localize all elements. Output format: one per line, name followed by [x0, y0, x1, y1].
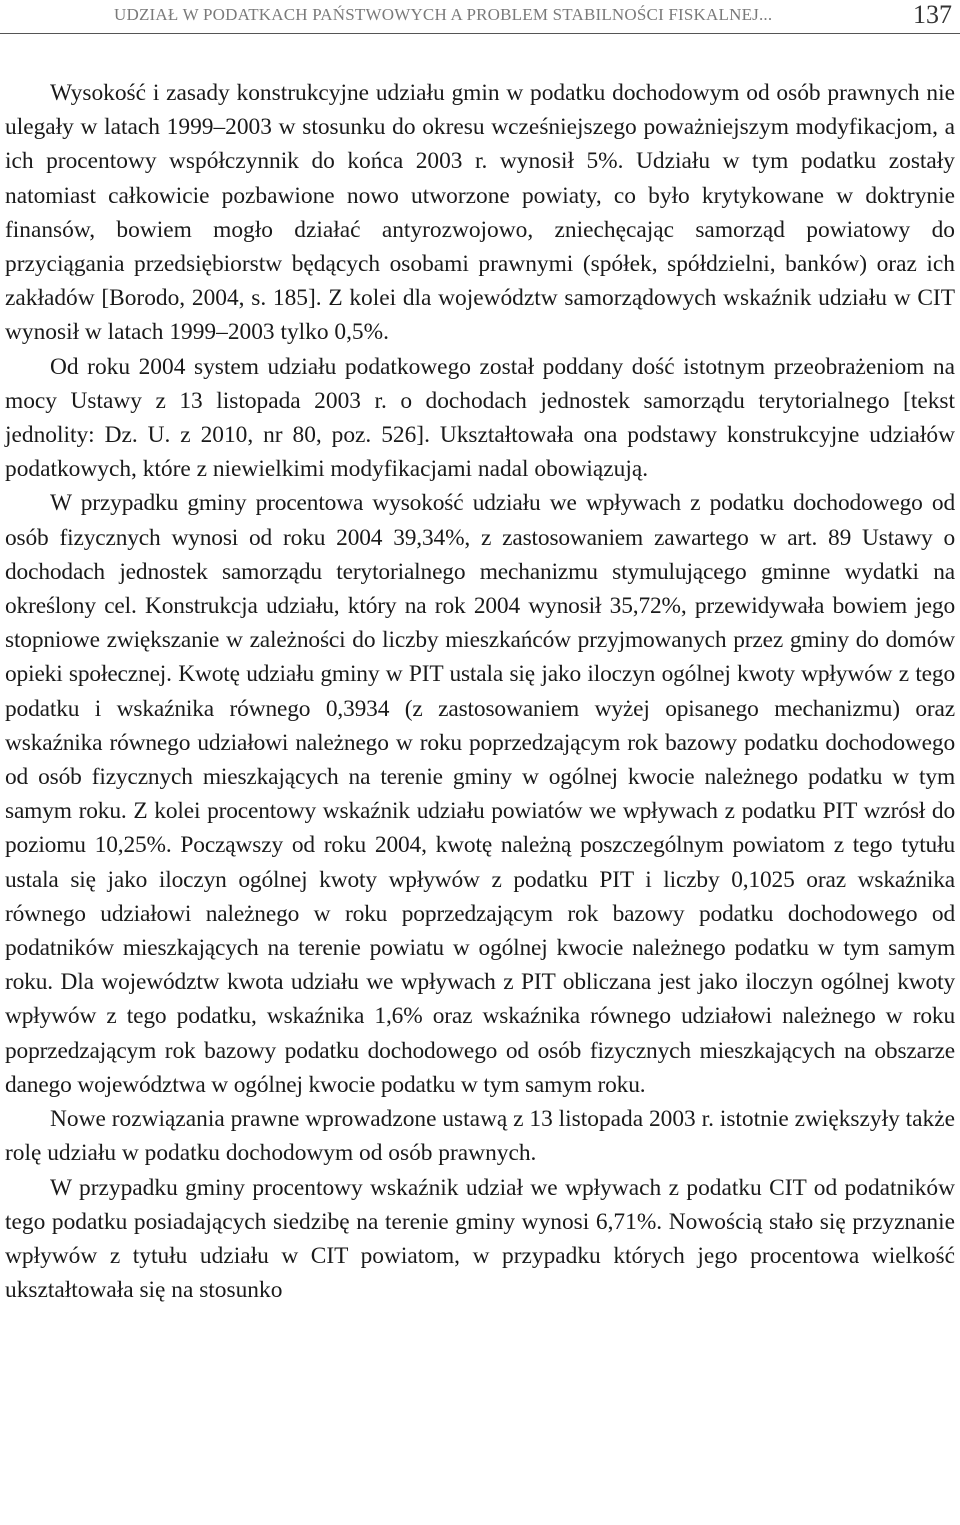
paragraph-pit-share: W przypadku gminy procentowa wysokość udziału we wpływach z podatku dochodowego od osób fizycznych wynosi od roku 2004 39,34%, z zastosowaniem zawartego w art. 89 Ustawy o dochodach jednostek samorządu terytorialnego mechanizmu stymulującego gminne wydatki na określony cel. Konstrukcja udziału, który na rok 2004 wynosił 35,72%, przewidywała bowiem jego stopniowe zwiększanie w zależności do liczby mieszkańców przyjmowanych przez gminy do domów opieki społecznej. Kwotę udziału gminy w PIT ustala się jako iloczyn ogólnej kwoty wpływów z tego podatku i wskaźnika równego 0,3934 (z zastosowaniem wyżej opisanego mechanizmu) oraz wskaźnika równego udziałowi należnego w roku poprzedzającym rok bazowy podatku dochodowego od osób fizycznych mieszkających na terenie gminy w ogólnej kwocie należnego podatku w tym samym roku. Z kolei procentowy wskaźnik udziału powiatów we wpływach z podatku PIT wzrósł do poziomu 10,25%. Począwszy od roku 2004, kwotę należną poszczególnym powiatom z tego tytułu ustala się jako iloczyn ogólnej kwoty wpływów z podatku PIT i liczby 0,1025 oraz wskaźnika równego udziałowi należnego w roku poprzedzającym rok bazowy podatku dochodowego od podatników mieszkających na terenie powiatu w ogólnej kwocie należnego podatku w tym samym roku. Dla województw kwota udziału we wpływach z PIT obliczana jest jako iloczyn ogólnej kwoty wpływów z tego podatku, wskaźnika 1,6% oraz wskaźnika równego udziałowi należnego w roku poprzedzającym rok bazowy podatku dochodowego od osób fizycznych mieszkających na obszarze danego województwa w ogólnej kwocie podatku w tym samym roku. [5, 490, 955, 1098]
paragraph-cit-1999-2003: Wysokość i zasady konstrukcyjne udziału gmin w podatku dochodowym od osób prawnych nie ulegały w latach 1999–2003 w stosunku do okresu wcześniejszego poważniejszym modyfikacjom, a ich procentowy współczynnik do końca 2003 r. wynosił 5%. Udziału w tym podatku zostały natomiast całkowicie pozbawione nowo utworzone powiaty, co było krytykowane w doktrynie finansów, bowiem mogło działać antyrozwojowo, zniechęcając samorząd powiatowy do przyciągania przedsiębiorstw będących osobami prawnymi (spółek, spółdzielni, banków) oraz ich zakładów [Borodo, 2004, s. 185]. Z kolei dla województw samorządowych wskaźnik udziału w CIT wynosił w latach 1999–2003 tylko 0,5%. [5, 80, 955, 346]
running-title: UDZIAŁ W PODATKACH PAŃSTWOWYCH A PROBLEM STABILNOŚCI FISKALNEJ... [114, 5, 773, 24]
page-number: 137 [913, 0, 952, 29]
running-head [0, 0, 960, 34]
body-text [5, 76, 955, 1307]
header-rule [0, 33, 960, 34]
paragraph-reform-2004: Od roku 2004 system udziału podatkowego został poddany dość istotnym przeobrażeniom na mocy Ustawy z 13 listopada 2003 r. o dochodach jednostek samorządu terytorialnego [tekst jednolity: Dz. U. z 2010, nr 80, poz. 526]. Ukształtowała ona podstawy konstrukcyjne udziałów podatkowych, które z niewielkimi modyfikacjami nadal obowiązują. [5, 353, 955, 483]
paragraph-new-solutions: Nowe rozwiązania prawne wprowadzone ustawą z 13 listopada 2003 r. istotnie zwiększyły także rolę udziału w podatku dochodowym od osób prawnych. [5, 1106, 955, 1167]
paragraph-cit-gmina: W przypadku gminy procentowy wskaźnik udział we wpływach z podatku CIT od podatników tego podatku posiadających siedzibę na terenie gminy wynosi 6,71%. Nowością stało się przyznanie wpływów z tytułu udziału w CIT powiatom, w przypadku których jego procentowa wielkość ukształtowała się na stosunko [5, 1174, 955, 1304]
